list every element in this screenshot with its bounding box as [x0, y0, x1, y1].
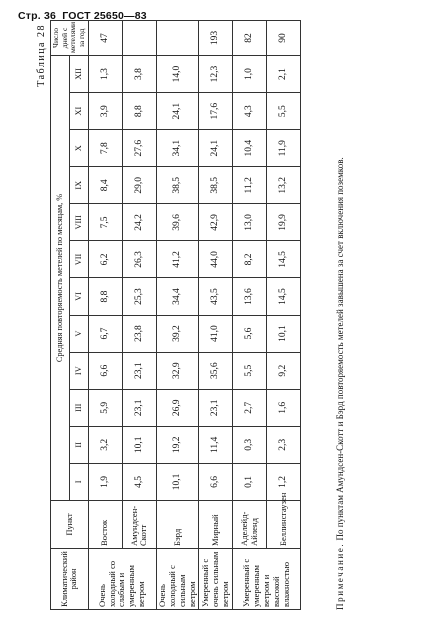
note-text: По пунктам Амундсен-Скотт и Бэрд повторяемость метелей завышена за счет включения поземков.: [335, 157, 345, 541]
header-station: Пункт: [51, 500, 89, 548]
header-month: I: [69, 463, 88, 500]
value-cell: 8,8: [88, 278, 122, 315]
value-cell: 23,1: [122, 389, 156, 426]
value-cell: 9,2: [267, 352, 301, 389]
value-cell: 0,3: [233, 426, 267, 463]
value-cell: 26,9: [156, 389, 199, 426]
value-cell: 43,5: [199, 278, 233, 315]
days-cell: 47: [88, 21, 122, 56]
value-cell: 5,5: [233, 352, 267, 389]
value-cell: 44,0: [199, 241, 233, 278]
value-cell: 25,3: [122, 278, 156, 315]
table-row: [233, 21, 267, 610]
table-row: [199, 21, 233, 610]
value-cell: 7,5: [88, 204, 122, 241]
value-cell: 24,1: [199, 130, 233, 167]
table-row: [122, 21, 156, 610]
value-cell: 34,4: [156, 278, 199, 315]
value-cell: 12,3: [199, 55, 233, 92]
value-cell: 19,2: [156, 426, 199, 463]
header-month: III: [69, 389, 88, 426]
station-cell: Бэрд: [156, 500, 199, 548]
value-cell: 23,1: [122, 352, 156, 389]
value-cell: 27,6: [122, 130, 156, 167]
value-cell: 4,3: [233, 93, 267, 130]
value-cell: 42,9: [199, 204, 233, 241]
value-cell: 32,9: [156, 352, 199, 389]
value-cell: 6,2: [88, 241, 122, 278]
days-cell: 82: [233, 21, 267, 56]
region-cell: Умеренный с очень сильным ветром: [199, 548, 233, 609]
value-cell: 6,6: [88, 352, 122, 389]
header-month: VIII: [69, 204, 88, 241]
value-cell: 4,5: [122, 463, 156, 500]
header-month: IX: [69, 167, 88, 204]
value-cell: 0,1: [233, 463, 267, 500]
value-cell: 38,5: [199, 167, 233, 204]
value-cell: 10,1: [156, 463, 199, 500]
value-cell: 14,0: [156, 55, 199, 92]
value-cell: 11,9: [267, 130, 301, 167]
value-cell: 1,9: [88, 463, 122, 500]
table-row: [156, 21, 199, 610]
value-cell: 23,1: [199, 389, 233, 426]
value-cell: 29,0: [122, 167, 156, 204]
station-cell: Амундсен-Скотт: [122, 500, 156, 548]
value-cell: 1,0: [233, 55, 267, 92]
station-cell: Восток: [88, 500, 122, 548]
value-cell: 10,1: [267, 315, 301, 352]
value-cell: 13,2: [267, 167, 301, 204]
value-cell: 7,8: [88, 130, 122, 167]
header-month: XI: [69, 93, 88, 130]
value-cell: 2,1: [267, 55, 301, 92]
value-cell: 14,5: [267, 278, 301, 315]
value-cell: 35,6: [199, 352, 233, 389]
value-cell: 41,0: [199, 315, 233, 352]
value-cell: 26,3: [122, 241, 156, 278]
header-region: Климатический район: [51, 548, 89, 609]
value-cell: 11,2: [233, 167, 267, 204]
value-cell: 24,2: [122, 204, 156, 241]
value-cell: 34,1: [156, 130, 199, 167]
value-cell: 13,6: [233, 278, 267, 315]
value-cell: 5,9: [88, 389, 122, 426]
value-cell: 14,5: [267, 241, 301, 278]
value-cell: 2,7: [233, 389, 267, 426]
value-cell: 6,6: [199, 463, 233, 500]
header-month: II: [69, 426, 88, 463]
value-cell: 23,8: [122, 315, 156, 352]
header-month: VII: [69, 241, 88, 278]
value-cell: 1,6: [267, 389, 301, 426]
header-month: IV: [69, 352, 88, 389]
days-cell: 193: [199, 21, 233, 56]
value-cell: 24,1: [156, 93, 199, 130]
table-row: [267, 21, 301, 610]
value-cell: 8,8: [122, 93, 156, 130]
value-cell: 3,8: [122, 55, 156, 92]
value-cell: 6,7: [88, 315, 122, 352]
rotated-table-section: [34, 20, 394, 610]
value-cell: 39,6: [156, 204, 199, 241]
value-cell: 17,6: [199, 93, 233, 130]
value-cell: 10,1: [122, 426, 156, 463]
region-cell: Очень холодный с сильным ветром: [156, 548, 199, 609]
header-monthly-frequency: Средняя повторяемость метелей по месяцам, %: [51, 55, 70, 500]
header-month: XII: [69, 55, 88, 92]
value-cell: 10,4: [233, 130, 267, 167]
value-cell: 41,2: [156, 241, 199, 278]
days-cell: 90: [267, 21, 301, 56]
value-cell: 5,5: [267, 93, 301, 130]
region-cell: Умеренный с умеренным ветром и высокой влажностью: [233, 548, 301, 609]
header-month: X: [69, 130, 88, 167]
value-cell: 39,2: [156, 315, 199, 352]
value-cell: 1,3: [88, 55, 122, 92]
value-cell: 8,2: [233, 241, 267, 278]
table-note: [334, 20, 346, 610]
standard-code: ГОСТ 25650—83: [62, 10, 147, 22]
region-cell: Очень холодный со слабым и умеренным ветром: [88, 548, 156, 609]
station-cell: Беллинсгаузен: [267, 500, 301, 548]
value-cell: 8,4: [88, 167, 122, 204]
days-cell: [156, 21, 199, 56]
station-cell: Аделейд-Айленд: [233, 500, 267, 548]
value-cell: 38,5: [156, 167, 199, 204]
table-number: Таблица 28: [36, 24, 47, 87]
value-cell: 2,3: [267, 426, 301, 463]
value-cell: 1,2: [267, 463, 301, 500]
header-days-per-year: Число дней с метелями за год: [51, 21, 89, 56]
station-cell: Мирный: [199, 500, 233, 548]
snowstorm-frequency-table: [50, 20, 301, 610]
value-cell: 19,9: [267, 204, 301, 241]
value-cell: 13,0: [233, 204, 267, 241]
page-number: Стр. 36: [18, 10, 57, 22]
note-lead: Примечание.: [335, 542, 345, 610]
header-month: VI: [69, 278, 88, 315]
value-cell: 3,9: [88, 93, 122, 130]
header-month: V: [69, 315, 88, 352]
value-cell: 3,2: [88, 426, 122, 463]
value-cell: 11,4: [199, 426, 233, 463]
table-row: [88, 21, 122, 610]
value-cell: 5,6: [233, 315, 267, 352]
days-cell: [122, 21, 156, 56]
